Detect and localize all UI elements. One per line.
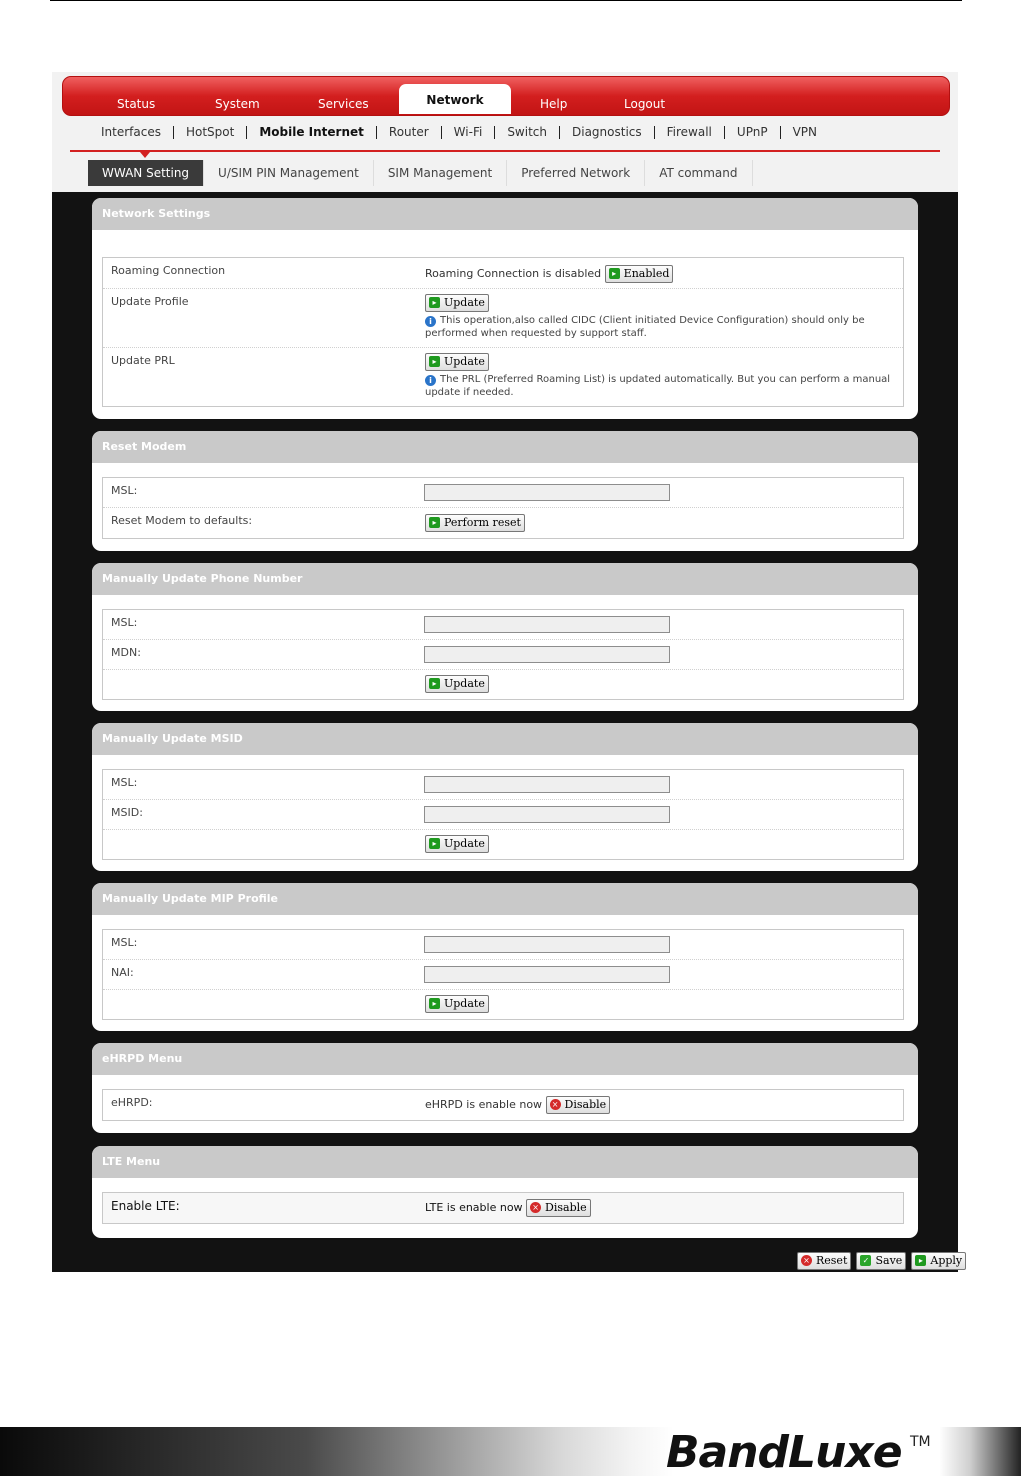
- ehrpd-value: [425, 1096, 610, 1114]
- tab-network[interactable]: Network: [399, 84, 511, 114]
- play-icon: ▸: [429, 998, 440, 1009]
- separator: [376, 126, 377, 139]
- panel-title: Reset Modem: [92, 431, 918, 463]
- footer-actions: [797, 1250, 966, 1270]
- tab-services[interactable]: Services: [318, 97, 369, 111]
- mdn-row: [103, 640, 903, 670]
- header: [52, 72, 958, 192]
- tab-wwan-setting[interactable]: WWAN Setting: [88, 160, 204, 186]
- perform-reset-button[interactable]: [425, 514, 525, 532]
- subtab-vpn[interactable]: VPN: [792, 125, 817, 139]
- ehrpd-panel: [92, 1043, 918, 1133]
- msid-label: MSID:: [111, 806, 143, 819]
- button-label: Update: [444, 677, 485, 690]
- tab-sim-management[interactable]: SIM Management: [374, 160, 507, 186]
- wwan-tabs: [88, 160, 753, 186]
- separator: [559, 126, 560, 139]
- update-profile-control: [425, 294, 489, 312]
- lte-row: [103, 1193, 903, 1223]
- phone-number-table: [102, 609, 904, 700]
- button-label: Update: [444, 296, 485, 309]
- button-label: Update: [444, 837, 485, 850]
- roaming-row: [103, 258, 903, 289]
- play-icon: ▸: [915, 1255, 926, 1266]
- play-icon: ▸: [429, 517, 440, 528]
- nai-row: [103, 960, 903, 990]
- tab-help[interactable]: Help: [540, 97, 568, 111]
- tab-system[interactable]: System: [215, 97, 260, 111]
- subtab-diagnostics[interactable]: Diagnostics: [572, 125, 642, 139]
- update-mip-button[interactable]: [425, 995, 489, 1013]
- msl-input[interactable]: [424, 616, 670, 633]
- button-label: Update: [444, 997, 485, 1010]
- play-icon: ▸: [429, 838, 440, 849]
- lte-value: [425, 1199, 591, 1217]
- update-row: [103, 670, 903, 699]
- ehrpd-table: [102, 1089, 904, 1121]
- update-control: [425, 675, 489, 693]
- update-prl-control: [425, 353, 489, 371]
- mip-profile-panel: [92, 883, 918, 1031]
- panel-title: Manually Update Phone Number: [92, 563, 918, 595]
- msl-input[interactable]: [424, 936, 670, 953]
- button-label: Apply: [930, 1253, 963, 1267]
- update-profile-note: [425, 314, 895, 340]
- save-button[interactable]: [856, 1252, 906, 1270]
- play-icon: ▸: [429, 297, 440, 308]
- reset-row: [103, 508, 903, 538]
- msl-label: MSL:: [111, 616, 138, 629]
- note-text: This operation,also called CIDC (Client initiated Device Configuration) should only be performed when requested by support staff.: [425, 315, 865, 339]
- mdn-label: MDN:: [111, 646, 141, 659]
- lte-label: Enable LTE:: [111, 1199, 180, 1213]
- msl-label: MSL:: [111, 776, 138, 789]
- button-label: Update: [444, 355, 485, 368]
- button-label: Enabled: [623, 267, 670, 280]
- update-profile-label: Update Profile: [111, 295, 189, 308]
- separator: [654, 126, 655, 139]
- mdn-input[interactable]: [424, 646, 670, 663]
- subtab-firewall[interactable]: Firewall: [666, 125, 712, 139]
- update-control: [425, 995, 489, 1013]
- subtab-hotspot[interactable]: HotSpot: [185, 125, 235, 139]
- subtab-interfaces[interactable]: Interfaces: [101, 125, 161, 139]
- brand-logo: BandLuxe: [666, 1427, 902, 1478]
- active-caret-icon: [140, 152, 150, 158]
- panel-title: Network Settings: [92, 198, 918, 230]
- subtab-upnp[interactable]: UPnP: [736, 125, 768, 139]
- msid-panel: [92, 723, 918, 871]
- update-prl-note: [425, 373, 895, 399]
- info-icon: i: [425, 316, 436, 327]
- panel-title: Manually Update MSID: [92, 723, 918, 755]
- button-label: Disable: [545, 1201, 587, 1214]
- update-msid-button[interactable]: [425, 835, 489, 853]
- separator: [780, 126, 781, 139]
- button-label: Save: [875, 1253, 903, 1267]
- phone-number-panel: [92, 563, 918, 711]
- nai-input[interactable]: [424, 966, 670, 983]
- tab-preferred-network[interactable]: Preferred Network: [507, 160, 645, 186]
- update-prl-button[interactable]: [425, 353, 489, 371]
- lte-panel: [92, 1146, 918, 1238]
- play-icon: ▸: [429, 356, 440, 367]
- cancel-icon: ×: [550, 1099, 561, 1110]
- msid-row: [103, 800, 903, 830]
- info-icon: i: [425, 375, 436, 386]
- msl-label: MSL:: [111, 484, 138, 497]
- panel-title: LTE Menu: [92, 1146, 918, 1178]
- update-phone-button[interactable]: [425, 675, 489, 693]
- update-profile-row: [103, 289, 903, 348]
- msl-row: [103, 930, 903, 960]
- apply-button[interactable]: [911, 1252, 966, 1270]
- separator: [246, 126, 247, 139]
- roaming-value: [425, 265, 673, 283]
- update-prl-label: Update PRL: [111, 354, 175, 367]
- sub-nav: [101, 125, 817, 139]
- network-settings-panel: [92, 198, 918, 419]
- msid-input[interactable]: [424, 806, 670, 823]
- roaming-label: Roaming Connection: [111, 264, 226, 277]
- note-text: The PRL (Preferred Roaming List) is updated automatically. But you can perform a manual update if needed.: [425, 374, 891, 398]
- update-prl-row: [103, 348, 903, 406]
- reset-modem-table: [102, 477, 904, 539]
- sub-nav-divider: [70, 150, 940, 152]
- msl-input[interactable]: [424, 484, 670, 501]
- tab-at-command[interactable]: AT command: [645, 160, 752, 186]
- network-settings-table: [102, 257, 904, 407]
- panel-title: Manually Update MIP Profile: [92, 883, 918, 915]
- msl-row: [103, 478, 903, 508]
- update-control: [425, 835, 489, 853]
- lte-disable-button[interactable]: [526, 1199, 591, 1217]
- button-label: Perform reset: [444, 516, 521, 529]
- msl-label: MSL:: [111, 936, 138, 949]
- roaming-status: Roaming Connection is disabled: [425, 267, 602, 280]
- trademark-mark: TM: [910, 1434, 931, 1450]
- msl-row: [103, 770, 903, 800]
- cancel-icon: ×: [801, 1255, 812, 1266]
- check-icon: ✓: [860, 1255, 871, 1266]
- separator: [724, 126, 725, 139]
- reset-control: [425, 514, 525, 532]
- subtab-mobile-internet[interactable]: Mobile Internet: [259, 125, 364, 139]
- separator: [441, 126, 442, 139]
- lte-status: LTE is enable now: [425, 1201, 523, 1214]
- msl-input[interactable]: [424, 776, 670, 793]
- tab-logout[interactable]: Logout: [624, 97, 666, 111]
- router-ui-frame: [52, 72, 963, 1272]
- button-label: Reset: [816, 1253, 848, 1267]
- update-profile-button[interactable]: [425, 294, 489, 312]
- reset-button[interactable]: [797, 1252, 851, 1270]
- subtab-switch[interactable]: Switch: [507, 125, 547, 139]
- subtab-router[interactable]: Router: [388, 125, 429, 139]
- lte-table: [102, 1192, 904, 1224]
- page-top-rule: [50, 0, 962, 1]
- update-row: [103, 990, 903, 1019]
- panel-title: eHRPD Menu: [92, 1043, 918, 1075]
- update-row: [103, 830, 903, 859]
- msl-row: [103, 610, 903, 640]
- reset-label: Reset Modem to defaults:: [111, 514, 253, 527]
- tab-status[interactable]: Status: [117, 97, 156, 111]
- tab-usim-pin[interactable]: U/SIM PIN Management: [204, 160, 374, 186]
- play-icon: ▸: [609, 268, 620, 279]
- cancel-icon: ×: [530, 1202, 541, 1213]
- ehrpd-row: [103, 1090, 903, 1120]
- button-label: Disable: [564, 1098, 607, 1111]
- separator: [173, 126, 174, 139]
- nai-label: NAI:: [111, 966, 134, 979]
- ehrpd-label: eHRPD:: [111, 1096, 153, 1109]
- roaming-enable-button[interactable]: [605, 265, 674, 283]
- subtab-wifi[interactable]: Wi-Fi: [453, 125, 483, 139]
- msid-table: [102, 769, 904, 860]
- separator: [494, 126, 495, 139]
- play-icon: ▸: [429, 678, 440, 689]
- reset-modem-panel: [92, 431, 918, 551]
- ehrpd-disable-button[interactable]: [546, 1096, 611, 1114]
- ehrpd-status: eHRPD is enable now: [425, 1098, 543, 1111]
- mip-profile-table: [102, 929, 904, 1020]
